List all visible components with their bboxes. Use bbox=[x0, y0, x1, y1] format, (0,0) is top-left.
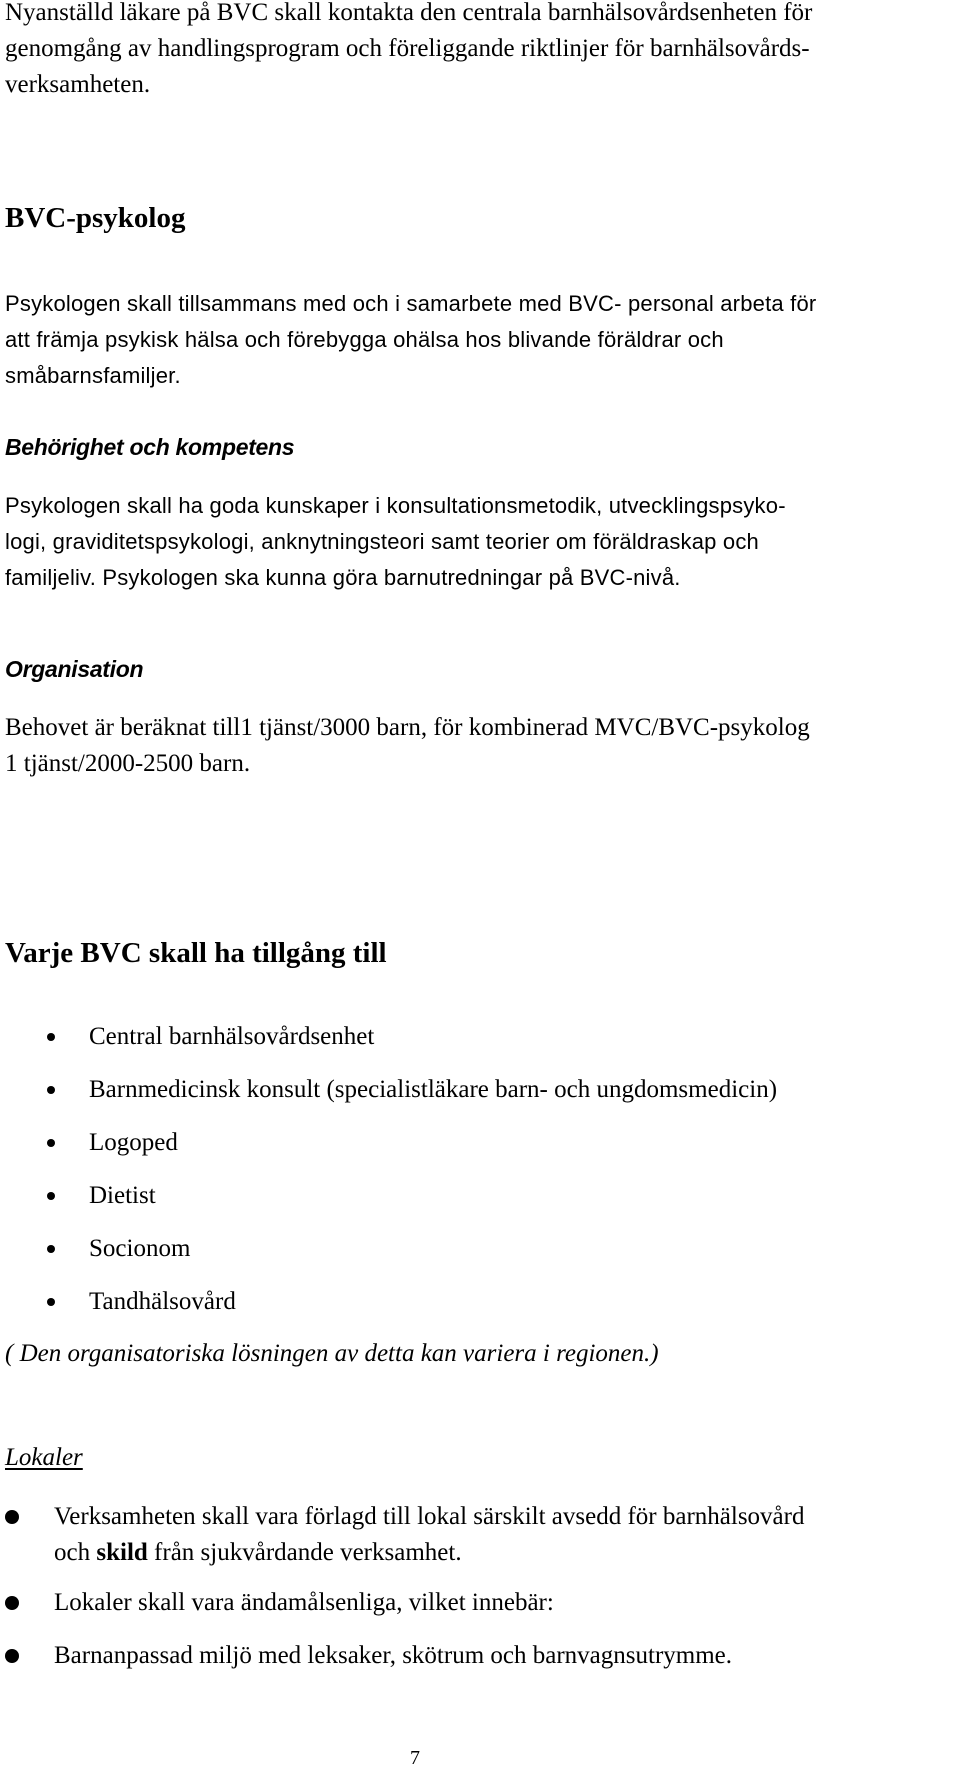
list-item-line: Verksamheten skall vara förlagd till lokal särskilt avsedd för barnhälsovård bbox=[54, 1503, 805, 1530]
paragraph-line: att främja psykisk hälsa och förebygga ohälsa hos blivande föräldrar och bbox=[5, 327, 724, 352]
text-run: och bbox=[54, 1539, 97, 1566]
list-item-text: Barnanpassad miljö med leksaker, skötrum och barnvagnsutrymme. bbox=[54, 1642, 733, 1669]
page-number: 7 bbox=[410, 1747, 420, 1769]
paragraph-line: logi, graviditetspsykologi, anknytningsteori samt teorier om föräldraskap och bbox=[5, 529, 759, 554]
list-item-text: Tandhälsovård bbox=[89, 1288, 236, 1315]
list-item-text: Lokaler skall vara ändamålsenliga, vilket innebär: bbox=[54, 1589, 554, 1616]
list-item-line bbox=[54, 1535, 804, 1571]
behorighet-paragraph bbox=[5, 488, 786, 596]
bullet-icon bbox=[47, 1086, 55, 1094]
paragraph-line: småbarnsfamiljer. bbox=[5, 363, 181, 388]
paragraph-line: Psykologen skall tillsammans med och i samarbete med BVC- personal arbeta för bbox=[5, 291, 817, 316]
psykolog-paragraph bbox=[5, 286, 816, 394]
paragraph-line: familjeliv. Psykologen ska kunna göra barnutredningar på BVC-nivå. bbox=[5, 565, 681, 590]
paragraph-line: 1 tjänst/2000-2500 barn. bbox=[5, 750, 251, 777]
section-heading-bvc-psykolog: BVC-psykolog bbox=[5, 202, 186, 234]
intro-paragraph bbox=[5, 0, 812, 103]
emphasis-text: skild bbox=[96, 1539, 148, 1566]
list-item-text: Socionom bbox=[89, 1235, 191, 1262]
bullet-icon bbox=[47, 1245, 55, 1253]
bullet-icon bbox=[47, 1033, 55, 1041]
intro-line: Nyanställd läkare på BVC skall kontakta den centrala barnhälsovårdsenheten för bbox=[5, 0, 813, 26]
section-heading-lokaler: Lokaler bbox=[5, 1444, 83, 1471]
list-item-text bbox=[54, 1499, 804, 1571]
paragraph-line: Psykologen skall ha goda kunskaper i konsultationsmetodik, utvecklingspsyko- bbox=[5, 493, 786, 518]
list-item-text: Dietist bbox=[89, 1182, 156, 1209]
list-item-text: Logoped bbox=[89, 1129, 178, 1156]
bullet-icon bbox=[47, 1192, 55, 1200]
bullet-icon bbox=[5, 1510, 19, 1524]
subheading-organisation: Organisation bbox=[5, 656, 144, 682]
organisation-note: ( Den organisatoriska lösningen av detta kan variera i regionen.) bbox=[5, 1340, 659, 1367]
section-heading-tillgang: Varje BVC skall ha tillgång till bbox=[5, 937, 387, 969]
subheading-behorighet: Behörighet och kompetens bbox=[5, 434, 295, 460]
bullet-icon bbox=[47, 1298, 55, 1306]
list-item-text: Central barnhälsovårdsenhet bbox=[89, 1023, 375, 1050]
list-item-text: Barnmedicinsk konsult (specialistläkare barn- och ungdomsmedicin) bbox=[89, 1076, 778, 1103]
bullet-icon bbox=[5, 1596, 19, 1610]
bullet-icon bbox=[47, 1139, 55, 1147]
intro-line: verksamheten. bbox=[5, 71, 151, 98]
intro-line: genomgång av handlingsprogram och föreliggande riktlinjer för barnhälsovårds- bbox=[5, 35, 810, 62]
bullet-icon bbox=[5, 1649, 19, 1663]
organisation-paragraph bbox=[5, 710, 810, 782]
paragraph-line: Behovet är beräknat till1 tjänst/3000 barn, för kombinerad MVC/BVC-psykolog bbox=[5, 714, 810, 741]
text-run: från sjukvårdande verksamhet. bbox=[147, 1539, 462, 1566]
